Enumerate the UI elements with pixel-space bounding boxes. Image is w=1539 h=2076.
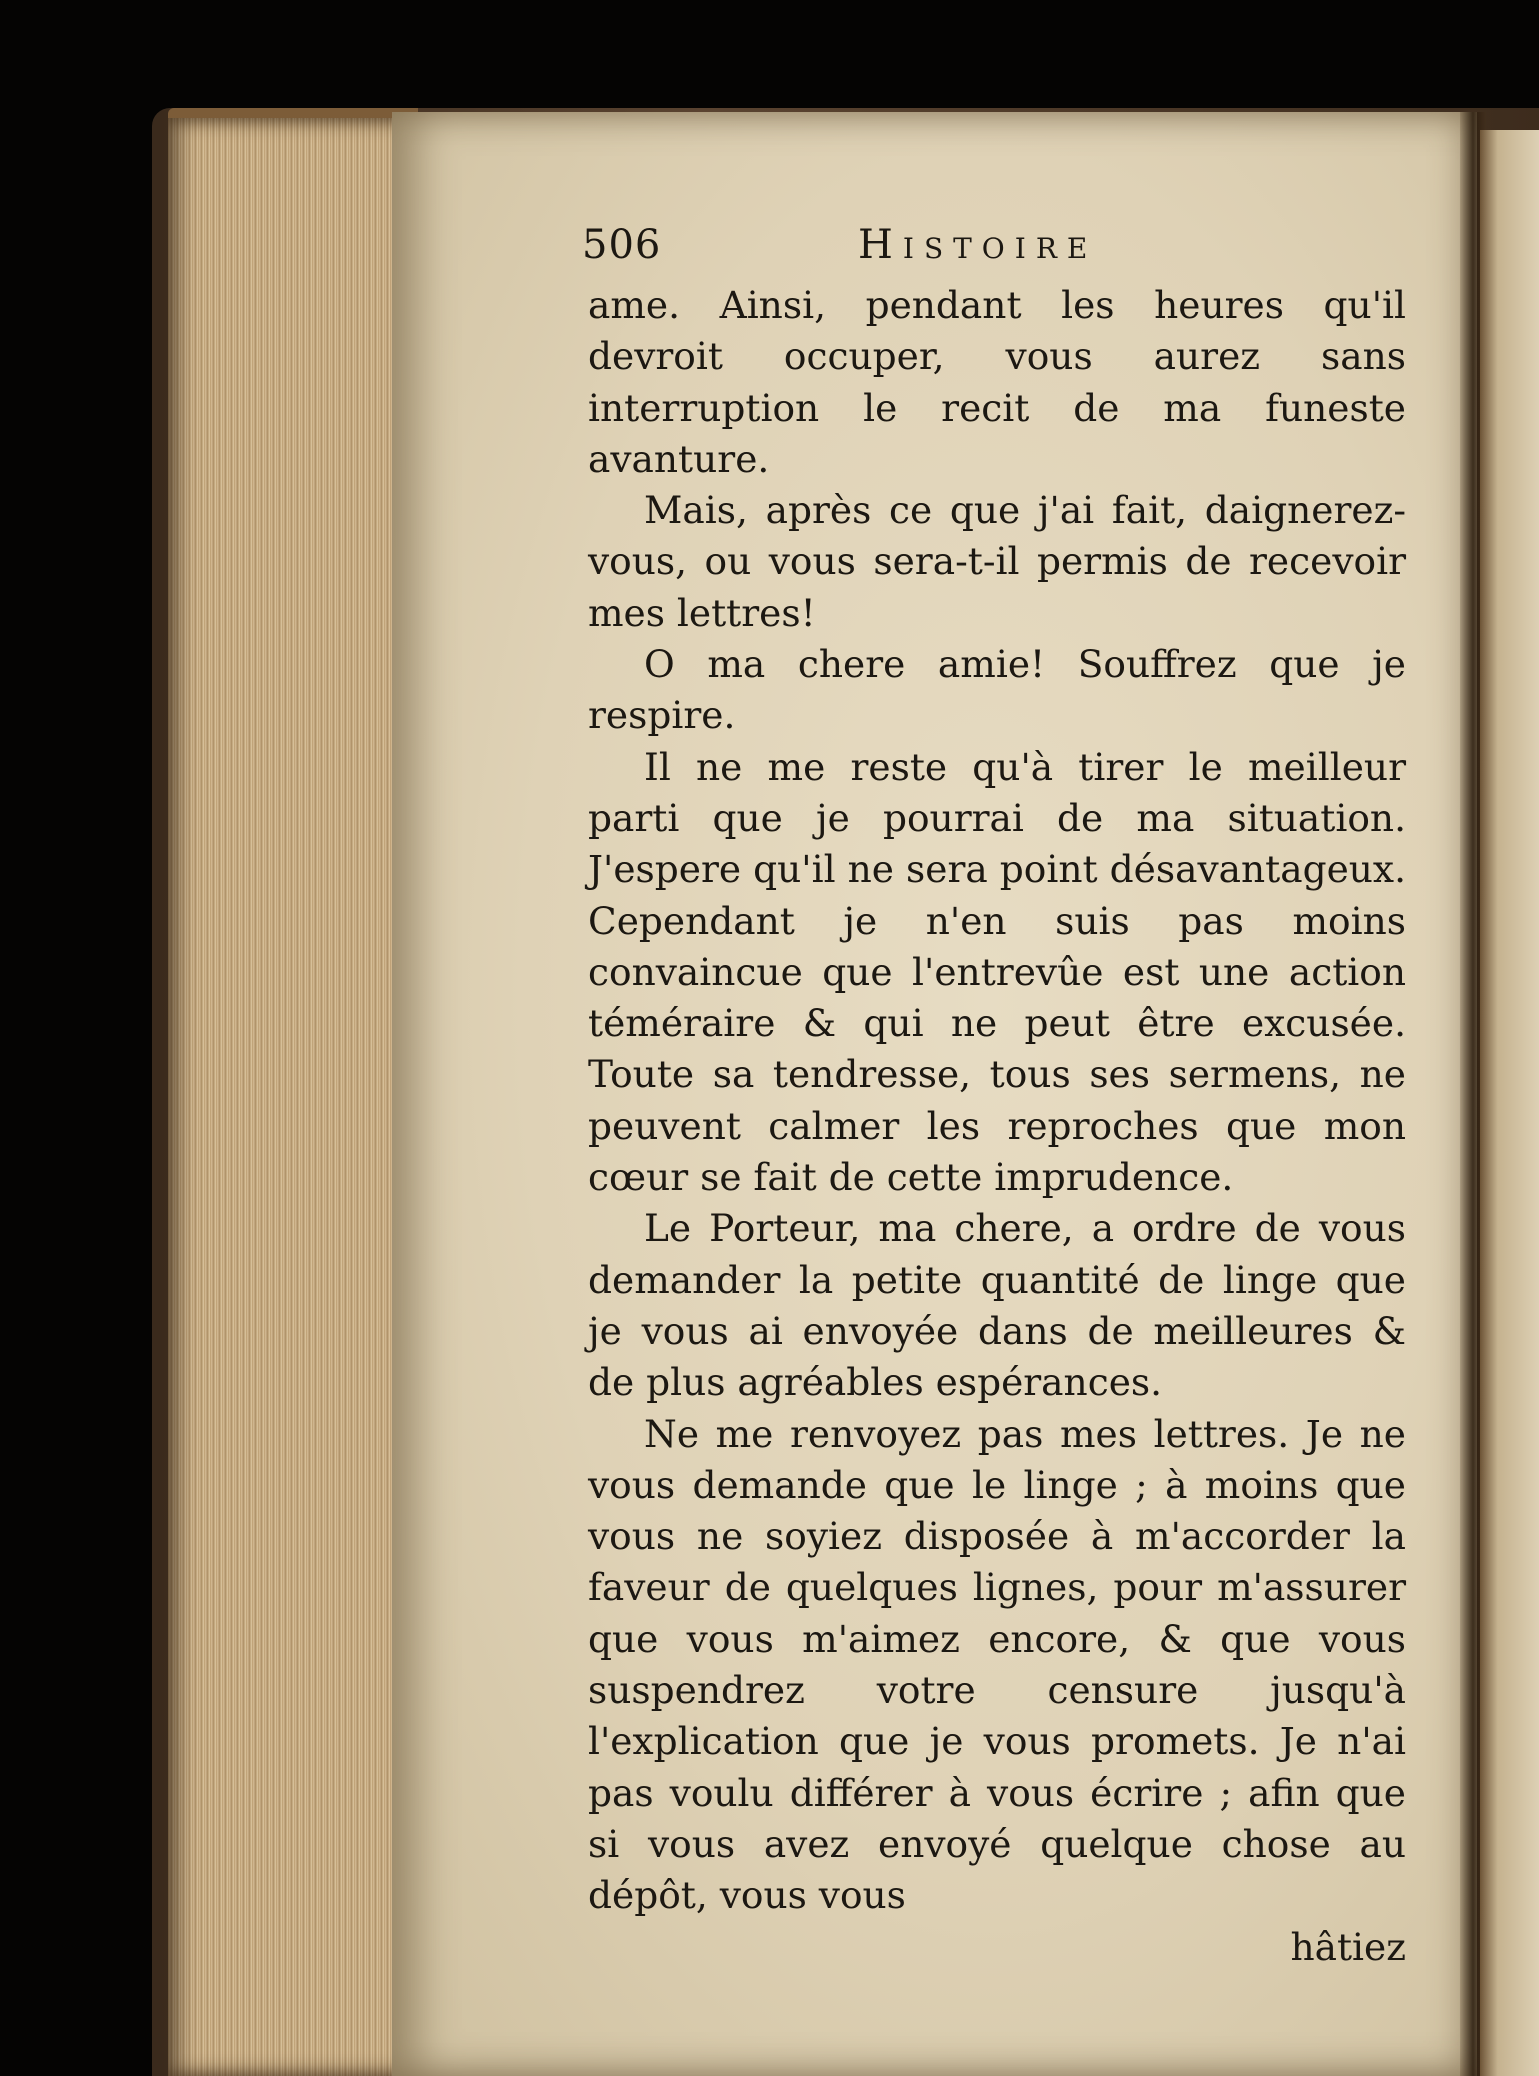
page-header bbox=[582, 216, 1406, 286]
catchword: hâtiez bbox=[1290, 1924, 1406, 1969]
paragraph: Mais, après ce que j'ai fait, daignerez-vous, ou vous sera-t-il permis de recevoir mes lettres! bbox=[588, 488, 1406, 635]
page-edges bbox=[168, 118, 418, 2076]
facing-page-edge bbox=[1480, 130, 1539, 2076]
body-text bbox=[588, 280, 1406, 1922]
page-number: 506 bbox=[582, 222, 662, 268]
paragraph: Il ne me reste qu'à tirer le meilleur parti que je pourrai de ma situation. J'espere qu'il ne sera point désavantageux. Cependant je n'en suis pas moins convaincue que l'entrevûe est une action téméraire & qui ne peut être excusée. Toute sa tendresse, tous ses sermens, ne peuvent calmer les reproches que mon cœur se fait de cette imprudence. bbox=[588, 744, 1406, 1200]
paragraph: Ne me renvoyez pas mes lettres. Je ne vous demande que le linge ; à moins que vous ne soyiez disposée à m'accorder la faveur de quelques lignes, pour m'assurer que vous m'aimez encore, & que vous suspendrez votre censure jusqu'à l'explication que je vous promets. Je n'ai pas voulu différer à vous écrire ; afin que si vous avez envoyé quelque chose au dépôt, vous vous bbox=[588, 1411, 1406, 1918]
paragraph: Le Porteur, ma chere, a ordre de vous demander la petite quantité de linge que je vous ai envoyée dans de meilleures & de plus agréables espérances. bbox=[588, 1206, 1406, 1405]
paragraph: O ma chere amie! Souffrez que je respire. bbox=[588, 642, 1406, 738]
page-text-block bbox=[582, 216, 1406, 1973]
running-title: Histoire bbox=[858, 222, 1098, 268]
paragraph-continuation: ame. Ainsi, pendant les heures qu'il devroit occuper, vous aurez sans interruption le recit de ma funeste avanture. bbox=[588, 283, 1406, 481]
